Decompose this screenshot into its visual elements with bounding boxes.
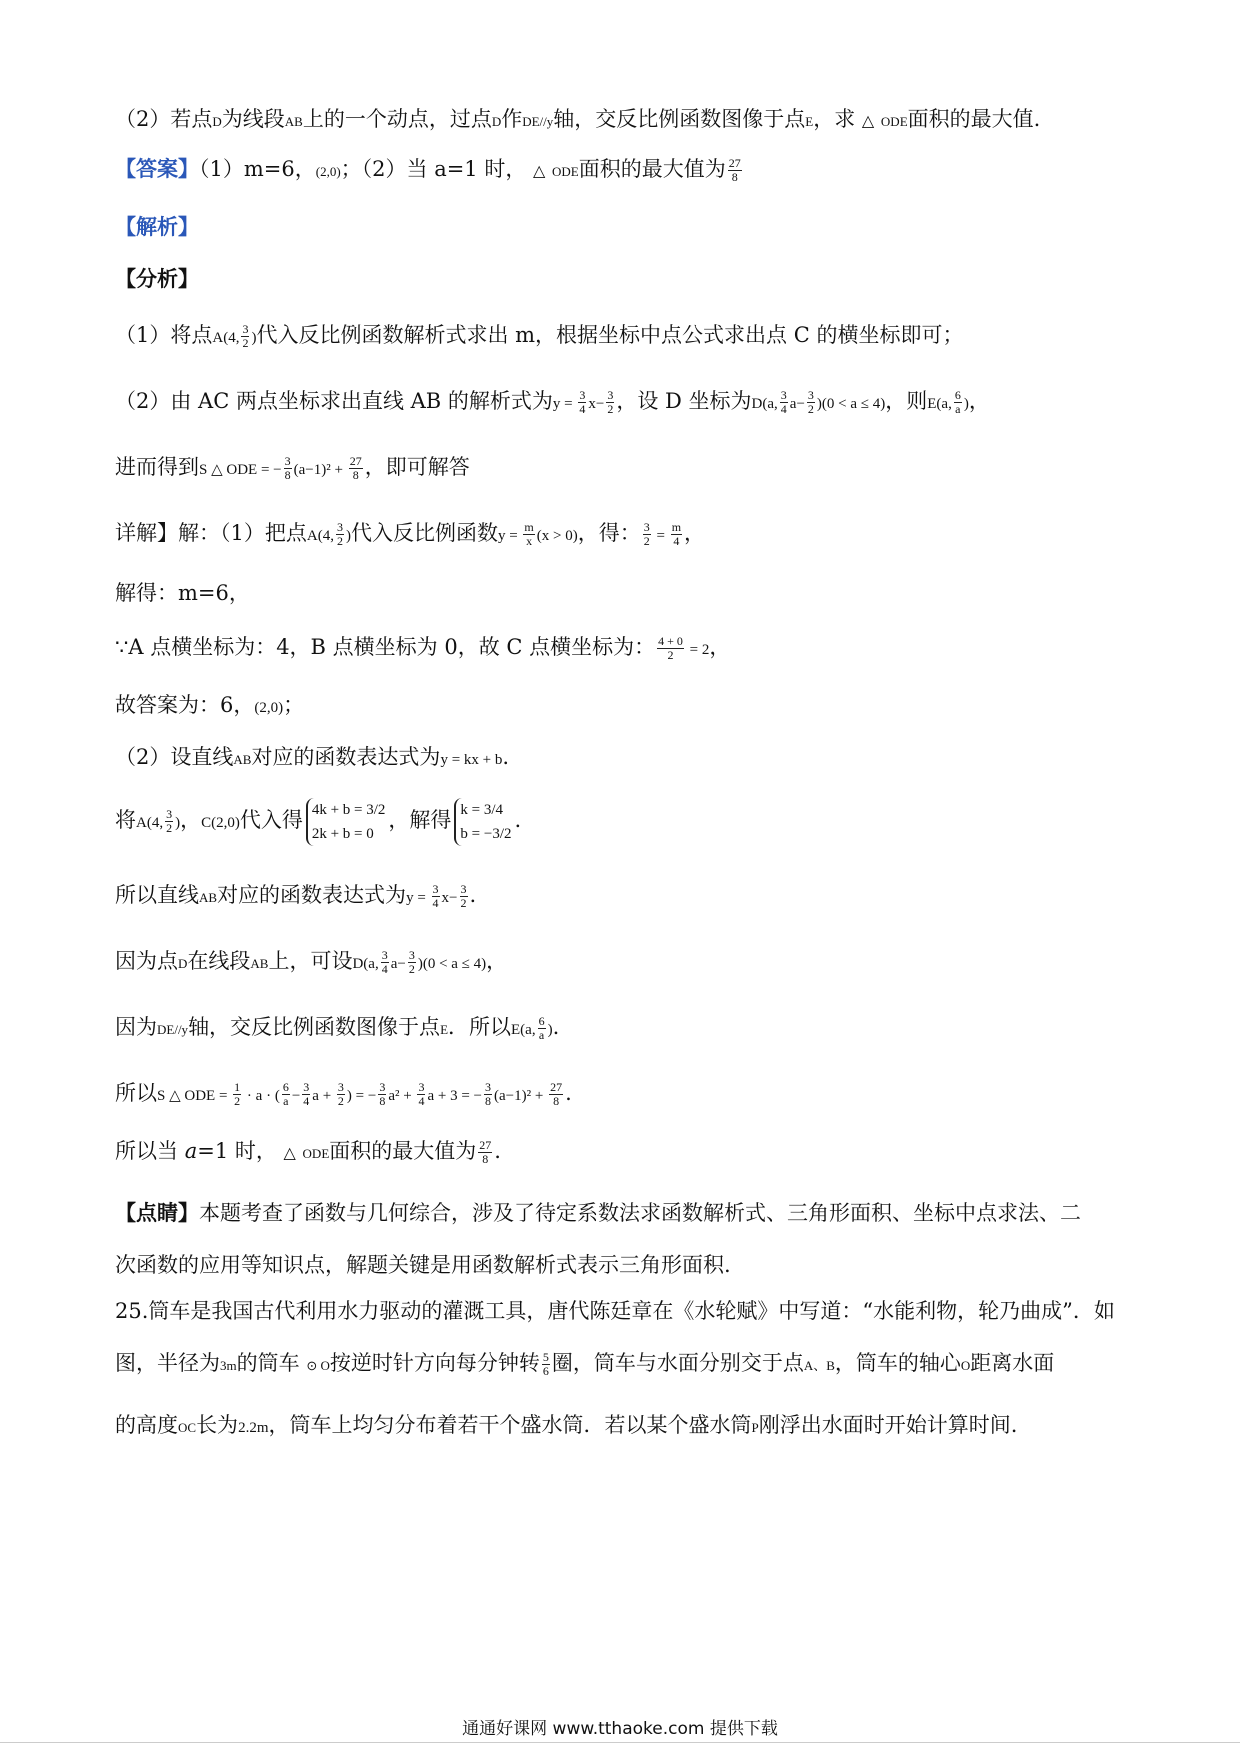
answer-line	[115, 152, 1145, 189]
text: 上，可设	[268, 949, 353, 973]
detail-3	[115, 630, 1145, 667]
text: ，筒车上均匀分布着若干个盛水筒．若以某个盛水筒	[268, 1413, 752, 1437]
text: 将	[115, 808, 136, 832]
text: .	[502, 745, 510, 769]
fraction: $\frac{3}{8}$	[379, 1080, 386, 1108]
text: ；（2）当 a=1 时，	[340, 157, 527, 181]
text: 所以当	[115, 1139, 185, 1163]
text: 所以	[115, 1081, 157, 1105]
fenxi-label: 【分析】	[115, 266, 199, 291]
math: AB	[284, 114, 303, 129]
fraction: $\frac{3}{4}$	[579, 388, 586, 416]
text: 刚浮出水面时开始计算时间.	[758, 1413, 1018, 1437]
equation-system: 4k + b = 3/2 2k + b = 0	[306, 798, 386, 846]
math: a−	[789, 396, 805, 412]
question-25-line-3	[115, 1408, 1145, 1445]
math: y =	[497, 528, 522, 544]
jiexi-label: 【解析】	[115, 214, 199, 239]
text: 作	[501, 107, 523, 131]
detail-4	[115, 688, 1145, 725]
text: （2）若点	[115, 107, 213, 131]
fraction: $\frac{6}{a}$	[282, 1080, 289, 1108]
math: E(a,	[511, 1022, 536, 1038]
math: x−	[588, 396, 605, 412]
text: .	[514, 808, 522, 832]
math: S △ ODE =	[157, 1088, 232, 1104]
text: 本题考查了函数与几何综合，涉及了待定系数法求函数解析式、三角形面积、坐标中点求法、二	[199, 1201, 1081, 1225]
math: D	[491, 114, 502, 129]
text: 对应的函数表达式为	[251, 745, 441, 769]
math: E	[440, 1022, 449, 1037]
text: .	[565, 1081, 572, 1105]
detail-11	[115, 1134, 1145, 1171]
text: ，得：	[577, 521, 641, 545]
math: C(2,0)	[201, 815, 240, 831]
fraction: $\frac{3}{2}$	[460, 882, 467, 910]
fraction: $\frac{5}{6}$	[542, 1350, 549, 1378]
math: a + 3 = −	[427, 1088, 483, 1104]
detail-5	[115, 740, 1145, 777]
analysis-heading	[115, 210, 1145, 244]
text: =1 时，	[197, 1139, 277, 1163]
triangle-symbol: △	[533, 161, 546, 180]
math: )	[345, 528, 351, 544]
text: 详解】解：（1）把点	[115, 521, 307, 545]
fraction: $\frac{3}{8}$	[284, 454, 291, 482]
text: 因为点	[115, 949, 178, 973]
math: )	[547, 1022, 553, 1038]
text: 的筒车	[236, 1351, 300, 1375]
detail-8	[115, 944, 1145, 981]
math: )(0 < a ≤ 4)	[816, 396, 886, 412]
fraction: $\frac{3}{4}$	[780, 388, 787, 416]
fraction: $\frac{3}{2}$	[807, 388, 814, 416]
text: 长为	[196, 1413, 239, 1437]
fraction: $\frac{m}{x}$	[524, 520, 534, 548]
text: （1）将点	[115, 323, 213, 347]
math: 3m	[220, 1358, 237, 1373]
fraction: $\frac{3}{2}$	[408, 948, 415, 976]
text: ；	[283, 693, 305, 717]
analysis-2	[115, 384, 1145, 421]
analysis-1	[115, 318, 1145, 355]
text: ，求	[813, 107, 856, 131]
detail-10	[115, 1076, 1145, 1113]
math: OC	[178, 1420, 197, 1435]
math: · a · (	[243, 1088, 280, 1104]
math: y = kx + b	[440, 752, 503, 768]
solution-system: k = 3/4 b = −3/2	[454, 798, 511, 846]
math: (2,0)	[254, 700, 284, 716]
math: 2.2m	[238, 1420, 269, 1436]
text: 上的一个动点，过点	[302, 107, 492, 131]
triangle-symbol: △	[283, 1143, 296, 1162]
footer-watermark: 通通好课网 www.tthaoke.com 提供下载	[462, 1719, 778, 1739]
text: ，	[709, 635, 731, 659]
text: 图，半径为	[115, 1351, 220, 1375]
text: ，即可解答	[364, 455, 470, 479]
text: 所以直线	[115, 883, 199, 907]
analysis-3	[115, 450, 1145, 487]
text: 圈，筒车与水面分别交于点	[551, 1351, 804, 1375]
text: 面积的最大值为	[578, 157, 726, 181]
text: 因为	[115, 1015, 157, 1039]
math: )	[175, 815, 181, 831]
math: )(0 < a ≤ 4)	[417, 956, 487, 972]
math: AB	[199, 890, 218, 905]
text: 代入得	[239, 808, 303, 832]
math: ODE	[302, 1146, 330, 1161]
fraction: $\frac{6}{a}$	[954, 388, 961, 416]
math: y =	[552, 396, 577, 412]
dianjing-label: 【点睛】	[115, 1200, 199, 1225]
text: 距离水面	[970, 1351, 1055, 1375]
text: ，	[180, 808, 202, 832]
math: ODE	[552, 164, 579, 179]
answer-label: 【答案】	[115, 156, 199, 181]
math: AB	[233, 752, 252, 767]
math: x−	[441, 890, 458, 906]
math: −	[291, 1088, 301, 1104]
question-2-statement	[115, 102, 1145, 139]
detail-6	[115, 790, 1145, 853]
math: ODE	[880, 114, 908, 129]
text: ，	[968, 389, 990, 413]
text: 面积的最大值为	[329, 1139, 477, 1163]
math: DE//y	[522, 114, 554, 129]
math: A(4,	[306, 528, 334, 544]
text: 代入反比例函数	[350, 521, 498, 545]
math: P	[751, 1420, 759, 1435]
fraction: $\frac{3}{4}$	[418, 1080, 425, 1108]
text: 25.筒车是我国古代利用水力驱动的灌溉工具，唐代陈廷章在《水轮赋》中写道：“水能利物，轮乃曲成”．如	[115, 1299, 1115, 1323]
text: 进而得到	[115, 455, 199, 479]
text: .	[469, 883, 477, 907]
math: (x > 0)	[536, 528, 578, 544]
fraction: $\frac{27}{8}$	[728, 156, 741, 184]
fraction: $\frac{3}{2}$	[607, 388, 614, 416]
fraction: $\frac{3}{4}$	[432, 882, 439, 910]
fraction: $\frac{3}{4}$	[381, 948, 388, 976]
fraction: $\frac{27}{8}$	[550, 1080, 563, 1108]
fraction: $\frac{3}{2}$	[336, 520, 343, 548]
math: A、B	[803, 1358, 835, 1373]
text: ，则	[885, 389, 928, 413]
fraction: $\frac{3}{2}$	[242, 322, 249, 350]
math: D	[178, 956, 188, 971]
math: a−	[390, 956, 406, 972]
text: 对应的函数表达式为	[217, 883, 407, 907]
text: 为线段	[221, 107, 285, 131]
fenxi-heading	[115, 262, 1145, 296]
math: a +	[312, 1088, 335, 1104]
math: (a−1)² +	[494, 1088, 548, 1104]
math: E(a,	[927, 396, 952, 412]
math: D(a,	[751, 396, 778, 412]
triangle-symbol: △	[861, 111, 875, 130]
math: y =	[406, 890, 430, 906]
text: ，	[486, 949, 508, 973]
math: (a−1)² +	[293, 462, 347, 478]
math: ⊙ O	[306, 1358, 330, 1373]
text: （2）设直线	[115, 745, 234, 769]
math: )	[251, 330, 257, 346]
math: S △ ODE = −	[199, 462, 282, 478]
text: ．所以	[448, 1015, 512, 1039]
math: a² +	[388, 1088, 416, 1104]
math: E	[805, 114, 814, 129]
text: ∵A 点横坐标为：4，B 点横坐标为 0，故 C 点横坐标为：	[115, 635, 656, 659]
text: ，解得	[388, 808, 452, 832]
math: A(4,	[136, 815, 164, 831]
math: AB	[250, 956, 269, 971]
text: 面积的最大值.	[907, 107, 1041, 131]
math: DE//y	[157, 1022, 189, 1037]
fraction: $\frac{27}{8}$	[349, 454, 362, 482]
detail-7	[115, 878, 1145, 915]
text: 在线段	[187, 949, 251, 973]
detail-1	[115, 516, 1145, 553]
text: .	[494, 1139, 501, 1163]
math: )	[963, 396, 969, 412]
math: ) = −	[346, 1088, 377, 1104]
math: D(a,	[352, 956, 379, 972]
text: ，筒车的轴心	[834, 1351, 961, 1375]
text: 轴，交反比例函数图像于点	[553, 107, 806, 131]
text: 轴，交反比例函数图像于点	[188, 1015, 441, 1039]
fraction: $\frac{3}{2}$	[166, 807, 173, 835]
fraction: $\frac{27}{8}$	[479, 1138, 492, 1166]
question-25-line-2	[115, 1346, 1145, 1383]
math: =	[652, 528, 669, 544]
text: ，设 D 坐标为	[616, 389, 752, 413]
fraction: $\frac{3}{2}$	[337, 1080, 344, 1108]
fraction: $\frac{3}{4}$	[303, 1080, 310, 1108]
fraction: $\frac{6}{a}$	[538, 1014, 545, 1042]
text: .	[552, 1015, 560, 1039]
text: 按逆时针方向每分钟转	[329, 1351, 540, 1375]
fraction: $\frac{3}{2}$	[643, 520, 650, 548]
text: （2）由 AC 两点坐标求出直线 AB 的解析式为	[115, 389, 553, 413]
math: D	[212, 114, 222, 129]
text: 故答案为：6，	[115, 693, 255, 717]
detail-2	[115, 576, 1145, 610]
fraction: $\frac{m}{4}$	[671, 520, 682, 548]
text: （1）m=6，	[199, 157, 316, 181]
math: (2,0)	[315, 164, 341, 179]
math: O	[960, 1358, 971, 1373]
text: 代入反比例函数解析式求出 m，根据坐标中点公式求出点 C 的横坐标即可；	[256, 323, 964, 347]
text: 次函数的应用等知识点，解题关键是用函数解析式表示三角形面积.	[115, 1253, 731, 1277]
text: 的高度	[115, 1413, 178, 1437]
variable: a	[184, 1139, 198, 1163]
dianjing-1	[115, 1196, 1145, 1230]
math: = 2	[685, 642, 710, 658]
detail-9	[115, 1010, 1145, 1047]
math: A(4,	[212, 330, 240, 346]
question-25-line-1	[115, 1294, 1145, 1328]
text: ，	[684, 521, 706, 545]
bottom-divider	[0, 1742, 1240, 1743]
fraction: $\frac{3}{8}$	[485, 1080, 492, 1108]
fraction: $\frac{1}{2}$	[234, 1080, 241, 1108]
fraction: $\frac{4 + 0}{2}$	[658, 634, 683, 662]
dianjing-2	[115, 1248, 1145, 1282]
text: 解得：m=6，	[115, 581, 250, 605]
